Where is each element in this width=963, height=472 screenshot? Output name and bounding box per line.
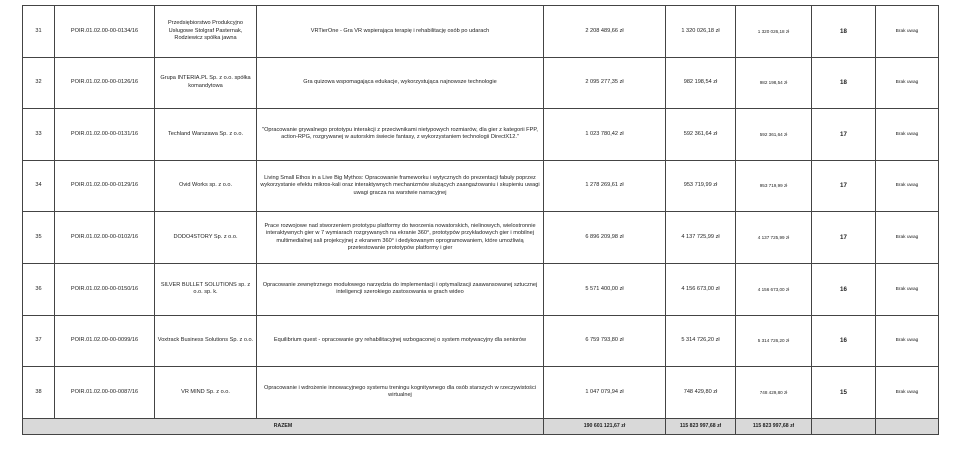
project-title-cell: Prace rozwojowe nad stworzeniem prototypu platformy do tworzenia nowatorskich, nielinowych, wielostronnie interaktywnych gier w 7 wymiarach rozgrywanych na ekranie 360°, prototypów przykładowych gier i mobilnej multimedialnej sali projekcyjnej z ekranem 360° i dedykowanym oprogramowaniem, które umożliwią przetestowanie prototypów platformy i gier bbox=[257, 212, 544, 264]
funding-sum-cell: 115 823 997,68 zł bbox=[736, 418, 812, 434]
application-number-cell: POIR.01.02.00-00-0129/16 bbox=[55, 160, 155, 212]
application-number-cell: POIR.01.02.00-00-0126/16 bbox=[55, 57, 155, 109]
lp-cell: 37 bbox=[23, 315, 55, 367]
project-title-cell: "Opracowanie grywalnego prototypu interakcji z przeciwnikami nietypowych rozmiarów, dla gier z kategorii FPP, action-RPG, rozgrywanej w autorskim świecie fantasy, z wykorzystaniem technologii DirectX12." bbox=[257, 109, 544, 161]
funding-cell: 953 719,99 zł bbox=[736, 160, 812, 212]
company-cell: VR MIND Sp. z o.o. bbox=[155, 367, 257, 419]
table-row bbox=[23, 315, 939, 367]
table-row bbox=[23, 263, 939, 315]
lp-cell: 35 bbox=[23, 212, 55, 264]
remarks-cell: Brak uwag bbox=[876, 6, 939, 58]
table-row bbox=[23, 160, 939, 212]
company-cell: DODO4STORY Sp. z o.o. bbox=[155, 212, 257, 264]
total-cost-cell: 1 023 780,42 zł bbox=[544, 109, 666, 161]
score-cell: 17 bbox=[812, 109, 876, 161]
total-cost-cell: 2 095 277,35 zł bbox=[544, 57, 666, 109]
eligible-cost-cell: 982 198,54 zł bbox=[666, 57, 736, 109]
score-cell: 16 bbox=[812, 315, 876, 367]
company-cell: Techland Warszawa Sp. z o.o. bbox=[155, 109, 257, 161]
application-number-cell: POIR.01.02.00-00-0102/16 bbox=[55, 212, 155, 264]
lp-cell: 36 bbox=[23, 263, 55, 315]
score-cell: 17 bbox=[812, 160, 876, 212]
remarks-cell: Brak uwag bbox=[876, 109, 939, 161]
application-number-cell: POIR.01.02.00-00-0099/16 bbox=[55, 315, 155, 367]
company-cell: Ovid Works sp. z o.o. bbox=[155, 160, 257, 212]
total-label-cell: RAZEM bbox=[23, 418, 544, 434]
eligible-cost-cell: 4 137 725,99 zł bbox=[666, 212, 736, 264]
eligible-cost-cell: 748 429,80 zł bbox=[666, 367, 736, 419]
eligible-cost-cell: 4 156 673,00 zł bbox=[666, 263, 736, 315]
eligible-cost-cell: 592 361,64 zł bbox=[666, 109, 736, 161]
funding-cell: 592 361,64 zł bbox=[736, 109, 812, 161]
lp-cell: 38 bbox=[23, 367, 55, 419]
company-cell: Voxtrack Business Solutions Sp. z o.o. bbox=[155, 315, 257, 367]
eligible-cost-cell: 1 320 026,18 zł bbox=[666, 6, 736, 58]
total-cost-cell: 5 571 400,00 zł bbox=[544, 263, 666, 315]
remarks-cell: Brak uwag bbox=[876, 263, 939, 315]
table-row bbox=[23, 109, 939, 161]
company-cell: Grupa INTERIA.PL Sp. z o.o. spółka komandytowa bbox=[155, 57, 257, 109]
project-title-cell: Opracowanie zewnętrznego modułowego narzędzia do implementacji i optymalizacji zaawansowanej sztucznej inteligencji szerokiego zastosowania w grach wideo bbox=[257, 263, 544, 315]
ranking-table bbox=[22, 5, 939, 435]
lp-cell: 33 bbox=[23, 109, 55, 161]
project-title-cell: Gra quizowa wspomagająca edukacje, wykorzystująca najnowsze technologie bbox=[257, 57, 544, 109]
total-cost-cell: 6 759 793,80 zł bbox=[544, 315, 666, 367]
eligible-cost-sum-cell: 115 823 997,68 zł bbox=[666, 418, 736, 434]
remarks-cell: Brak uwag bbox=[876, 212, 939, 264]
company-cell: SILVER BULLET SOLUTIONS sp. z o.o. sp. k. bbox=[155, 263, 257, 315]
funding-cell: 982 198,54 zł bbox=[736, 57, 812, 109]
score-cell: 18 bbox=[812, 6, 876, 58]
total-cost-cell: 2 208 489,66 zł bbox=[544, 6, 666, 58]
score-cell: 17 bbox=[812, 212, 876, 264]
application-number-cell: POIR.01.02.00-00-0150/16 bbox=[55, 263, 155, 315]
empty-cell bbox=[876, 418, 939, 434]
eligible-cost-cell: 953 719,99 zł bbox=[666, 160, 736, 212]
project-title-cell: Equilibrium quest - opracowanie gry rehabilitacyjnej wzbogaconej o system motywacyjny dla seniorów bbox=[257, 315, 544, 367]
lp-cell: 32 bbox=[23, 57, 55, 109]
funding-cell: 748 429,80 zł bbox=[736, 367, 812, 419]
remarks-cell: Brak uwag bbox=[876, 367, 939, 419]
funding-cell: 4 137 725,99 zł bbox=[736, 212, 812, 264]
empty-cell bbox=[812, 418, 876, 434]
lp-cell: 34 bbox=[23, 160, 55, 212]
score-cell: 15 bbox=[812, 367, 876, 419]
lp-cell: 31 bbox=[23, 6, 55, 58]
total-cost-cell: 1 047 079,94 zł bbox=[544, 367, 666, 419]
table-row bbox=[23, 6, 939, 58]
remarks-cell: Brak uwag bbox=[876, 160, 939, 212]
score-cell: 16 bbox=[812, 263, 876, 315]
eligible-cost-cell: 5 314 726,20 zł bbox=[666, 315, 736, 367]
funding-cell: 5 314 726,20 zł bbox=[736, 315, 812, 367]
total-row bbox=[23, 418, 939, 434]
total-cost-cell: 6 896 209,98 zł bbox=[544, 212, 666, 264]
funding-cell: 4 156 673,00 zł bbox=[736, 263, 812, 315]
table-row bbox=[23, 212, 939, 264]
project-title-cell: Living Small Ethos in a Live Big Mythos: Opracowanie frameworku i wytycznych do prezentacji fabuły poprzez wykorzystanie efektu mikros-kali oraz interaktywnych mechanizmów służących zaangażowaniu i skupieniu uwagi uwagi gracza na warstwie narracyjnej bbox=[257, 160, 544, 212]
application-number-cell: POIR.01.02.00-00-0134/16 bbox=[55, 6, 155, 58]
application-number-cell: POIR.01.02.00-00-0131/16 bbox=[55, 109, 155, 161]
funding-cell: 1 320 026,18 zł bbox=[736, 6, 812, 58]
project-title-cell: VRTierOne - Gra VR wspierająca terapię i rehabilitację osób po udarach bbox=[257, 6, 544, 58]
table-row bbox=[23, 57, 939, 109]
remarks-cell: Brak uwag bbox=[876, 315, 939, 367]
total-cost-cell: 1 278 269,61 zł bbox=[544, 160, 666, 212]
table-body bbox=[23, 6, 939, 435]
application-number-cell: POIR.01.02.00-00-0087/16 bbox=[55, 367, 155, 419]
remarks-cell: Brak uwag bbox=[876, 57, 939, 109]
total-cost-sum-cell: 190 601 121,67 zł bbox=[544, 418, 666, 434]
table-row bbox=[23, 367, 939, 419]
company-cell: Przedsiębiorstwo Produkcyjno Usługowe Stolgraf Pasternak, Rodziewicz spółka jawna bbox=[155, 6, 257, 58]
score-cell: 18 bbox=[812, 57, 876, 109]
project-title-cell: Opracowanie i wdrożenie innowacyjnego systemu treningu kognitywnego dla osób starszych w rzeczywistości wirtualnej bbox=[257, 367, 544, 419]
